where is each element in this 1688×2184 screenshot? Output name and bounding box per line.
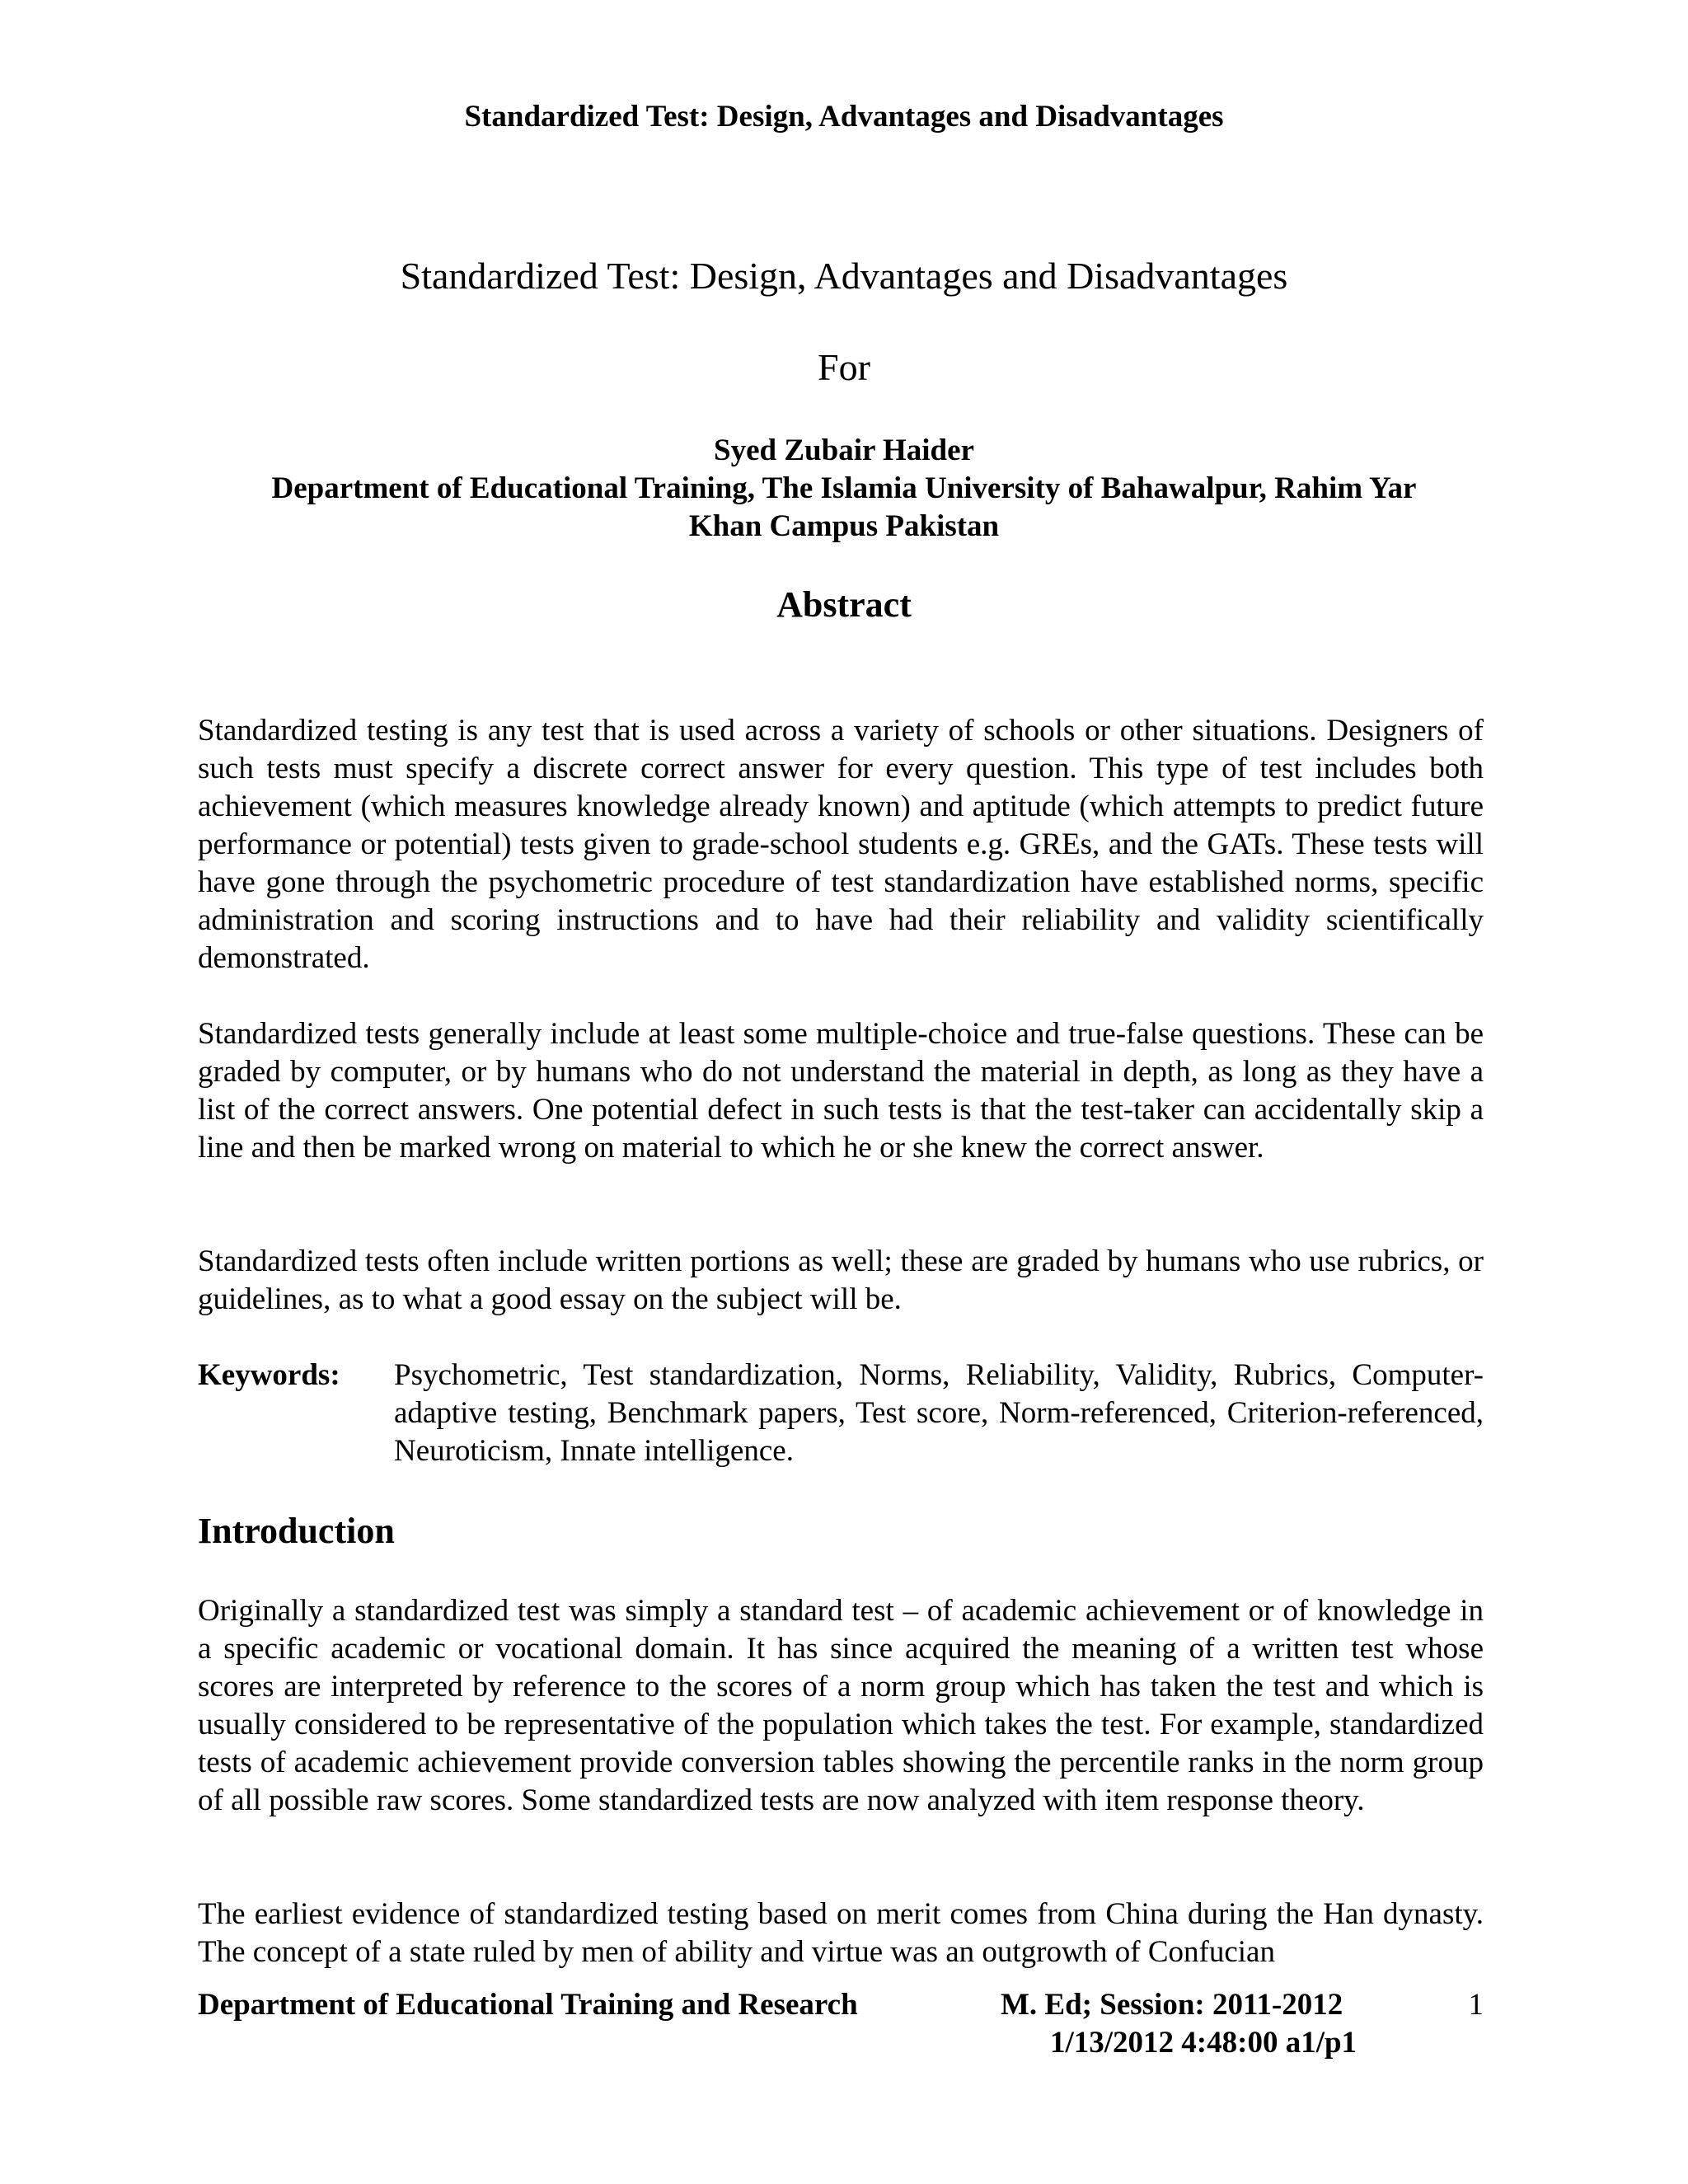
introduction-heading: Introduction bbox=[198, 1511, 395, 1551]
author-affiliation-line2: Khan Campus Pakistan bbox=[688, 509, 1000, 543]
footer-session: M. Ed; Session: 2011-2012 bbox=[1001, 1988, 1343, 2022]
keywords-label: Keywords: bbox=[198, 1358, 340, 1392]
page-number: 1 bbox=[1468, 1988, 1484, 2022]
abstract-paragraph: Standardized tests often include written portions as well; these are graded by humans who use rubrics, or guidelines, as to what a good essay on the subject will be. bbox=[198, 1244, 1484, 1316]
abstract-paragraph: Standardized tests generally include at least some multiple-choice and true-false questions. These can be graded by computer, or by humans who do not understand the material in depth, as long as they have a list of the correct answers. One potential defect in such tests is that the test-taker can accidentally skip a line and then be marked wrong on material to which he or she knew the correct answer. bbox=[198, 1017, 1484, 1165]
footer-date-stamp: 1/13/2012 4:48:00 a1/p1 bbox=[1050, 2026, 1357, 2060]
introduction-paragraph: Originally a standardized test was simply a standard test – of academic achievement or of knowledge in a specific academic or vocational domain. It has since acquired the meaning of a written test whose scores are interpreted by reference to the scores of a norm group which has taken the test and which is usually considered to be representative of the population which takes the test. For example, standardized tests of academic achievement provide conversion tables showing the percentile ranks in the norm group of all possible raw scores. Some standardized tests are now analyzed with item response theory. bbox=[198, 1594, 1484, 1817]
footer-department: Department of Educational Training and Research bbox=[198, 1988, 858, 2022]
keywords-text: Psychometric, Test standardization, Norms, Reliability, Validity, Rubrics, Computer-adaptive testing, Benchmark papers, Test score, Norm-referenced, Criterion-referenced, Neuroticism, Innate intelligence. bbox=[394, 1358, 1484, 1468]
author-name: Syed Zubair Haider bbox=[714, 434, 974, 467]
running-header: Standardized Test: Design, Advantages and Disadvantages bbox=[464, 100, 1224, 134]
author-affiliation-line1: Department of Educational Training, The Islamia University of Bahawalpur, Rahim Yar bbox=[271, 471, 1417, 505]
paper-title: Standardized Test: Design, Advantages and Disadvantages bbox=[400, 255, 1288, 297]
for-label: For bbox=[818, 346, 870, 388]
introduction-paragraph: The earliest evidence of standardized testing based on merit comes from China during the Han dynasty. The concept of a state ruled by men of ability and virtue was an outgrowth of Confucian bbox=[198, 1897, 1484, 1969]
author-block bbox=[198, 432, 1490, 546]
abstract-paragraph: Standardized testing is any test that is used across a variety of schools or other situations. Designers of such tests must specify a discrete correct answer for every question. This type of test includes both achievement (which measures knowledge already known) and aptitude (which attempts to predict future performance or potential) tests given to grade-school students e.g. GREs, and the GATs. These tests will have gone through the psychometric procedure of test standardization have established norms, specific administration and scoring instructions and to have had their reliability and validity scientifically demonstrated. bbox=[198, 714, 1484, 975]
abstract-heading: Abstract bbox=[776, 584, 912, 625]
